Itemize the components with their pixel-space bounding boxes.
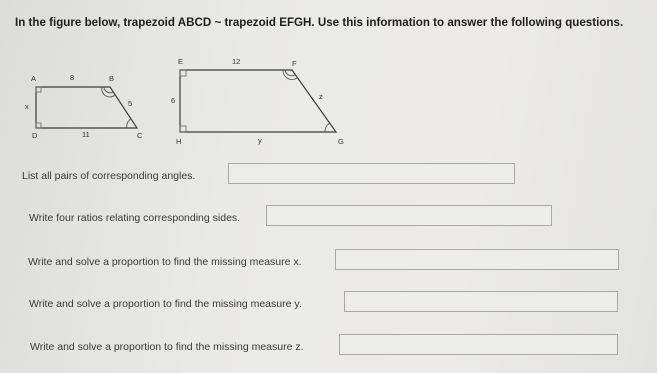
side-ef-label: 12 bbox=[232, 57, 241, 66]
angle-mark-g bbox=[325, 123, 330, 132]
question-solve-x: Write and solve a proportion to find the missing measure x. bbox=[28, 256, 302, 268]
vertex-e-label: E bbox=[178, 57, 184, 66]
vertex-d-label: D bbox=[32, 131, 38, 140]
side-bc-label: 5 bbox=[128, 99, 133, 108]
right-angle-a bbox=[36, 87, 41, 92]
right-angle-h bbox=[180, 126, 186, 132]
right-angle-d bbox=[36, 123, 41, 128]
angle-mark-c bbox=[127, 119, 131, 128]
side-dc-label: 11 bbox=[82, 130, 90, 139]
answer-corresponding-angles-input[interactable] bbox=[228, 163, 515, 184]
side-hg-label: y bbox=[258, 136, 262, 145]
side-ab-label: 8 bbox=[70, 73, 75, 82]
vertex-f-label: F bbox=[292, 59, 297, 68]
answer-x-input[interactable] bbox=[335, 249, 619, 270]
vertex-a-label: A bbox=[31, 74, 37, 83]
question-corresponding-angles: List all pairs of corresponding angles. bbox=[22, 170, 196, 182]
vertex-b-label: B bbox=[109, 74, 115, 83]
answer-y-input[interactable] bbox=[344, 291, 618, 312]
answer-z-input[interactable] bbox=[339, 334, 618, 355]
question-solve-z: Write and solve a proportion to find the missing measure z. bbox=[30, 341, 304, 353]
question-ratios: Write four ratios relating corresponding sides. bbox=[29, 212, 241, 224]
instructions-title: In the figure below, trapezoid ABCD ~ trapezoid EFGH. Use this information to answer the following questions. bbox=[15, 16, 624, 29]
vertex-c-label: C bbox=[137, 131, 143, 140]
right-angle-e bbox=[180, 70, 186, 76]
vertex-g-label: G bbox=[338, 137, 344, 146]
vertex-h-label: H bbox=[176, 137, 182, 146]
side-fg-label: z bbox=[319, 92, 323, 101]
answer-ratios-input[interactable] bbox=[266, 205, 552, 226]
trapezoid-abcd bbox=[25, 73, 143, 140]
side-ad-label: x bbox=[25, 102, 29, 111]
trapezoid-figures bbox=[0, 52, 370, 152]
trapezoid-efgh bbox=[171, 57, 344, 146]
question-solve-y: Write and solve a proportion to find the missing measure y. bbox=[29, 298, 302, 310]
side-eh-label: 6 bbox=[171, 96, 176, 105]
